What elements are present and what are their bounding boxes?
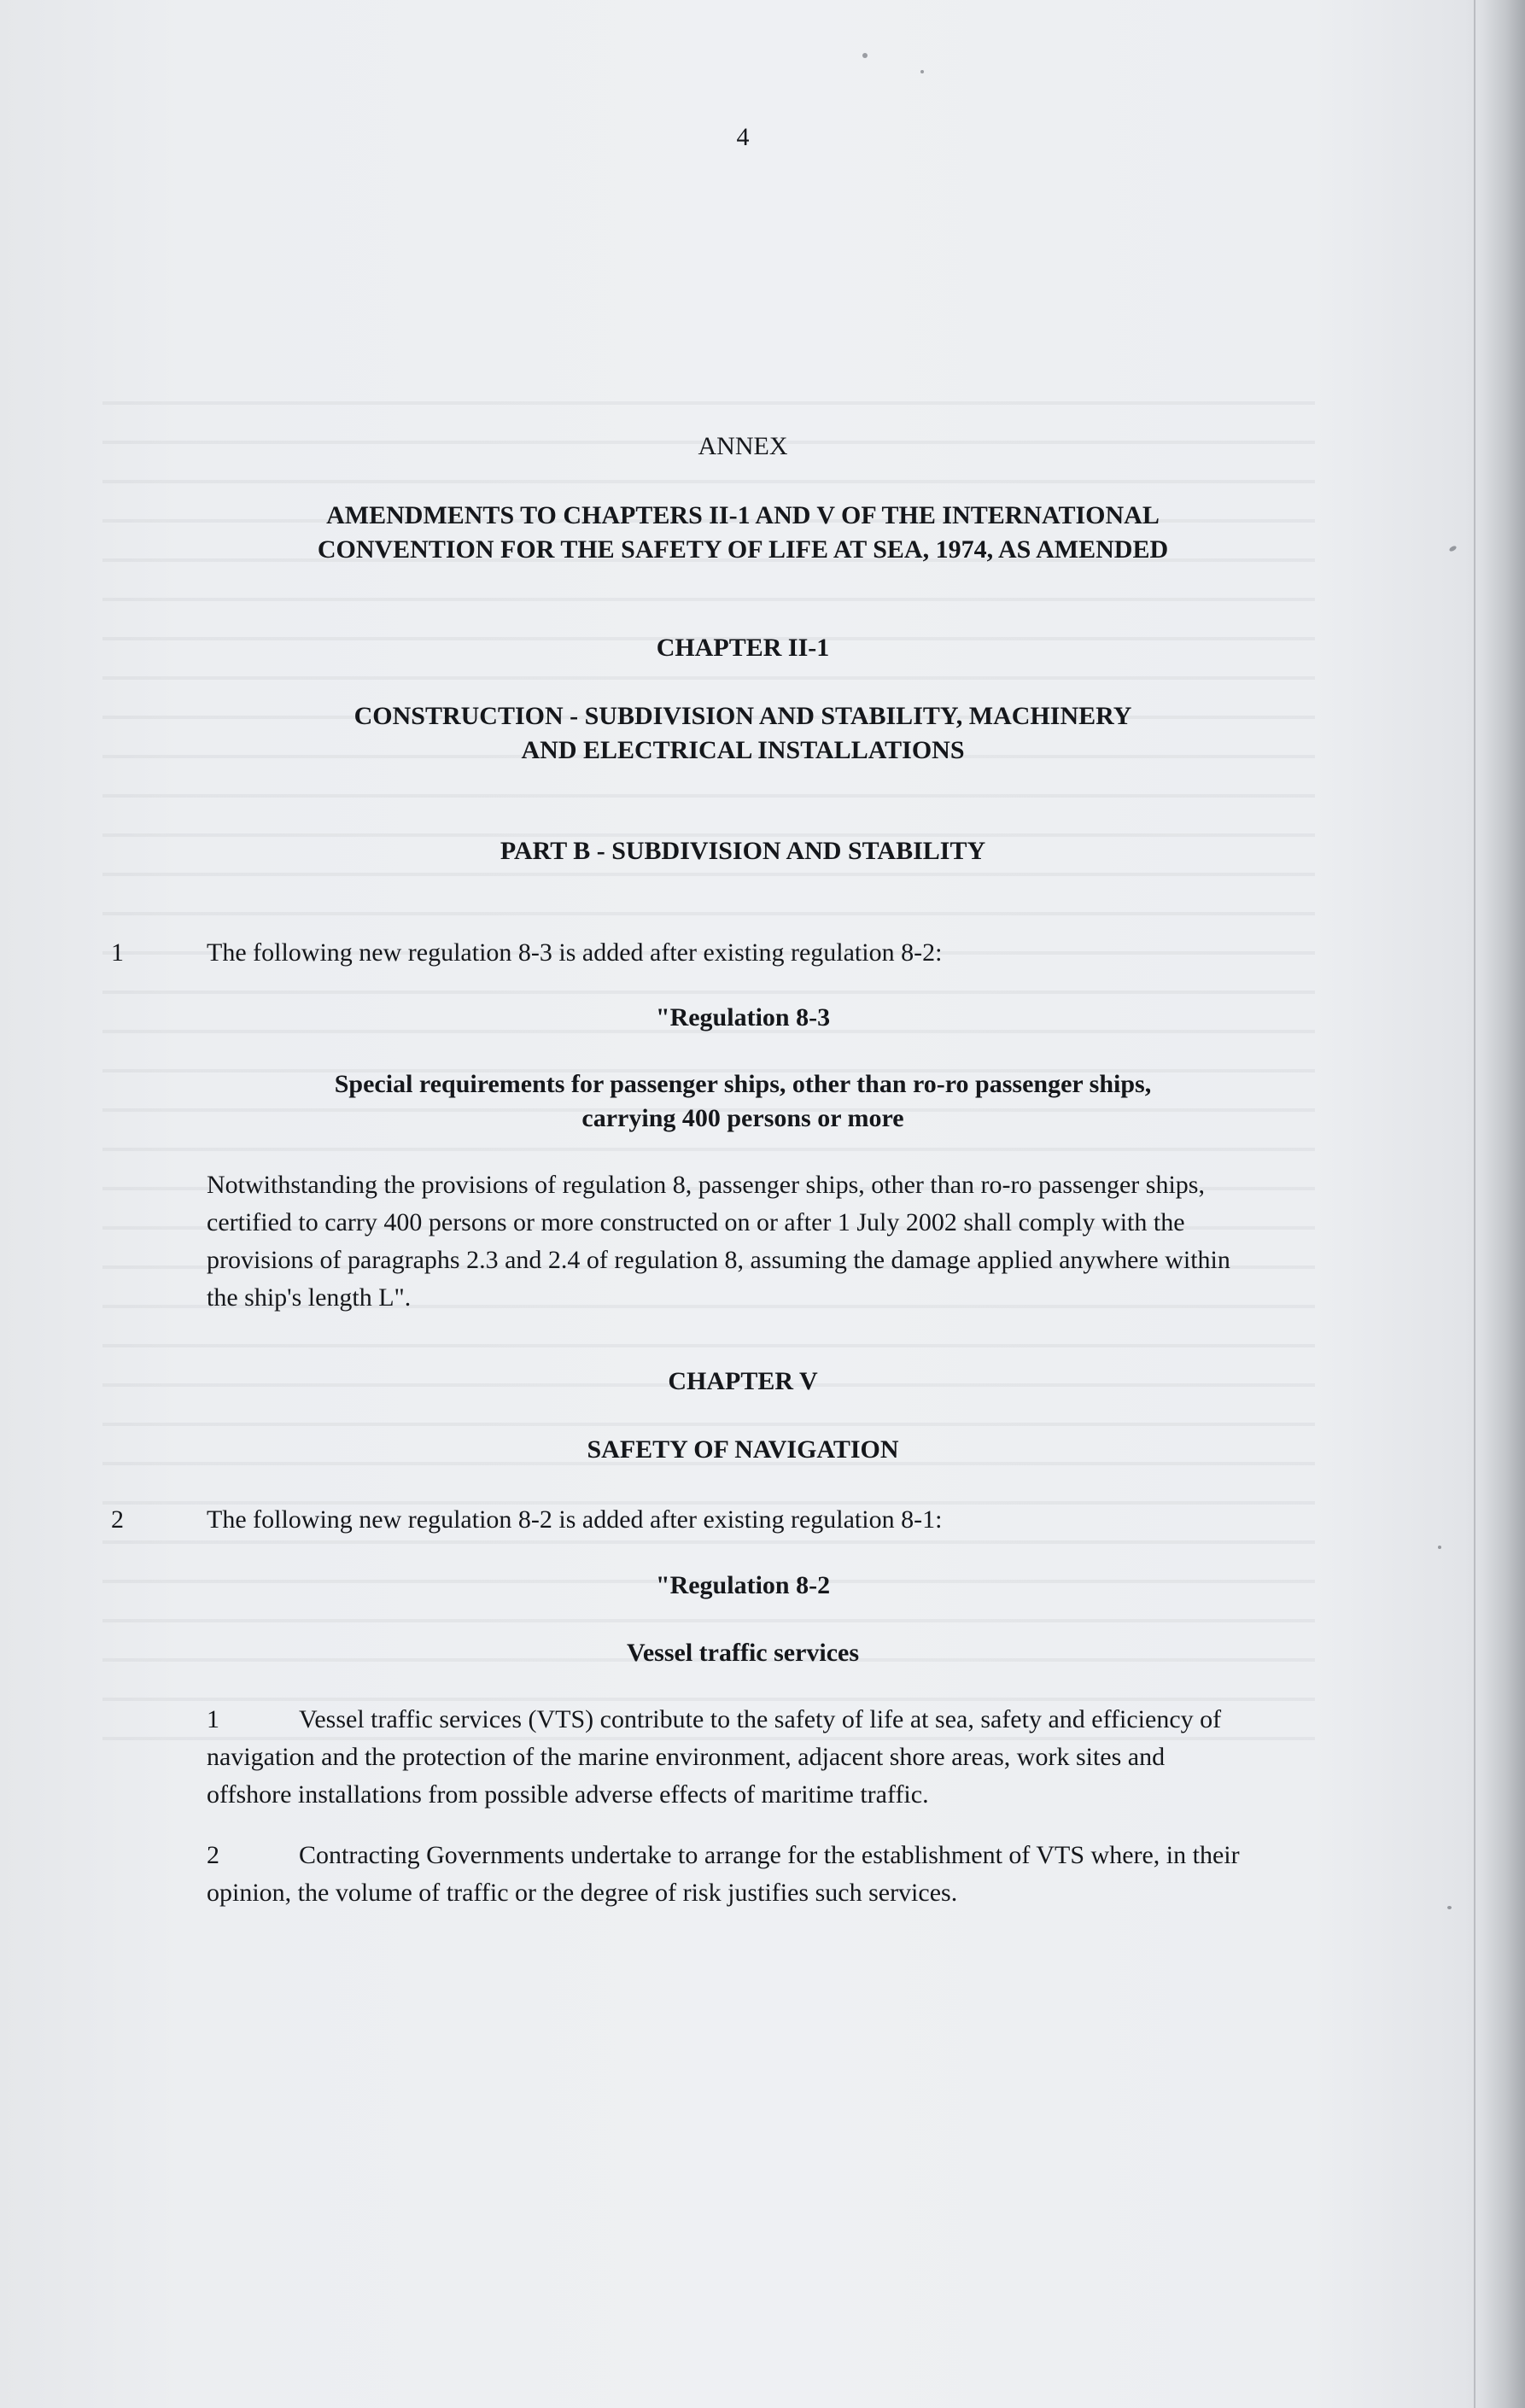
amendments-title-line-2: CONVENTION FOR THE SAFETY OF LIFE AT SEA, 1974, AS AMENDED <box>317 535 1169 564</box>
item-2-number: 2 <box>111 1505 124 1534</box>
amendments-title <box>154 499 1332 567</box>
vts-paragraph-2-number: 2 <box>207 1841 219 1869</box>
annex-label: ANNEX <box>698 432 788 460</box>
amendments-title-line-1: AMENDMENTS TO CHAPTERS II-1 AND V OF THE INTERNATIONAL <box>326 501 1160 529</box>
vts-paragraph-2 <box>207 1837 1317 1912</box>
notwithstanding-paragraph <box>207 1166 1317 1317</box>
page-edge-shadow <box>1482 0 1525 2408</box>
chapter-ii1-heading: CHAPTER II-1 <box>656 634 830 662</box>
special-requirements-heading <box>154 1067 1332 1136</box>
vts-paragraph-1-line-3: offshore installations from possible adverse effects of maritime traffic. <box>207 1780 929 1809</box>
regulation-8-3-heading: "Regulation 8-3 <box>655 1003 831 1032</box>
part-b-heading: PART B - SUBDIVISION AND STABILITY <box>500 837 986 865</box>
vts-paragraph-1-line-1-text: Vessel traffic services (VTS) contribute to the safety of life at sea, safety and efficiency of <box>299 1705 1222 1733</box>
page-number: 4 <box>736 123 750 151</box>
item-1-text: The following new regulation 8-3 is added after existing regulation 8-2: <box>207 938 943 967</box>
vts-paragraph-1 <box>207 1701 1317 1814</box>
construction-heading-line-2: AND ELECTRICAL INSTALLATIONS <box>521 736 965 764</box>
item-2-text: The following new regulation 8-2 is added after existing regulation 8-1: <box>207 1505 943 1534</box>
vts-paragraph-2-line-1-text: Contracting Governments undertake to arrange for the establishment of VTS where, in their <box>299 1841 1240 1869</box>
notwithstanding-line-2: certified to carry 400 persons or more constructed on or after 1 July 2002 shall comply with the <box>207 1208 1185 1236</box>
paper-speck <box>920 70 924 73</box>
construction-heading-line-1: CONSTRUCTION - SUBDIVISION AND STABILITY, MACHINERY <box>353 702 1132 730</box>
item-1-number: 1 <box>111 938 124 967</box>
vts-paragraph-2-line-1 <box>207 1837 1317 1874</box>
paper-speck <box>862 53 868 58</box>
construction-heading <box>154 699 1332 768</box>
vessel-traffic-services-heading: Vessel traffic services <box>626 1639 860 1667</box>
vts-paragraph-1-line-1 <box>207 1701 1317 1739</box>
notwithstanding-line-1: Notwithstanding the provisions of regulation 8, passenger ships, other than ro-ro passenger ships, <box>207 1171 1205 1199</box>
vts-paragraph-2-line-2: opinion, the volume of traffic or the degree of risk justifies such services. <box>207 1879 958 1907</box>
regulation-8-2-heading: "Regulation 8-2 <box>655 1571 831 1599</box>
special-requirements-line-2: carrying 400 persons or more <box>581 1104 904 1132</box>
notwithstanding-line-3: provisions of paragraphs 2.3 and 2.4 of regulation 8, assuming the damage applied anywhere within <box>207 1246 1230 1274</box>
notwithstanding-line-4: the ship's length L". <box>207 1283 412 1312</box>
chapter-v-heading: CHAPTER V <box>668 1367 818 1395</box>
paper-speck <box>1447 1906 1452 1909</box>
safety-of-navigation-heading: SAFETY OF NAVIGATION <box>587 1435 899 1464</box>
paper-speck <box>1448 545 1457 552</box>
vts-paragraph-1-line-2: navigation and the protection of the marine environment, adjacent shore areas, work sites and <box>207 1743 1166 1771</box>
vts-paragraph-1-number: 1 <box>207 1705 219 1733</box>
special-requirements-line-1: Special requirements for passenger ships, other than ro-ro passenger ships, <box>334 1070 1152 1098</box>
paper-speck <box>1438 1546 1441 1549</box>
page-edge-line <box>1474 0 1475 2408</box>
